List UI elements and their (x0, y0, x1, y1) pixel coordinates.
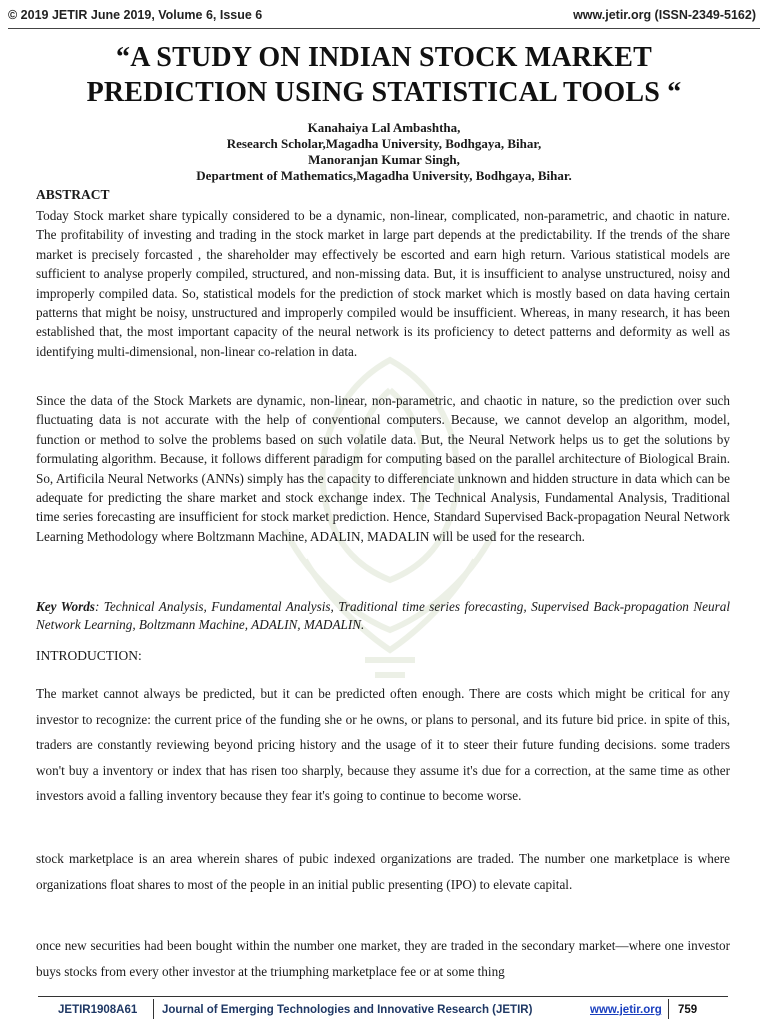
introduction-paragraph-1: The market cannot always be predicted, but it can be predicted often enough. There are costs which might be critical for any investor to recognize: the current price of the funding she or he owns, or plans to personal, and its future bid price. in spite of this, traders are constantly reviewing beyond pricing history and the usage of it to steer their future funding decisions. some traders won't buy a inventory or index that has risen too sharply, because they assume it's due for a correction, at the same time as other investors avoid a falling inventory because they fear it's going to continue to become worse. (36, 686, 730, 803)
keywords-label: Key Words (36, 599, 95, 614)
page-footer (38, 996, 728, 1021)
title-line-1: “A STUDY ON INDIAN STOCK MARKET (116, 42, 652, 73)
author-affiliation-1: Research Scholar,Magadha University, Bodhgaya, Bihar, (226, 136, 542, 151)
title-line-2: PREDICTION USING STATISTICAL TOOLS “ (86, 77, 682, 108)
introduction-paragraph-3: once new securities had been bought within the number one market, they are traded in the secondary market—where one investor buys stocks from every other investor at the triumphing marketplace fee or at some thing (36, 938, 730, 979)
abstract-paragraph-2: Since the data of the Stock Markets are dynamic, non-linear, non-parametric, and chaotic in nature, so the prediction over such fluctuating data is not accurate with the help of conventional computers. Because, we cannot develop an algorithm, model, function or method to solve the problems based on such volatile data. But, the Neural Network helps us to get the solutions by formulating algorithm. Because, it follows different paradigm for computing based on the parallel architecture of Biological Brain. So, Artificila Neural Networks (ANNs) simply has the capacity to differenciate unknown and hidden structure in data which can be adequate for predicting the share market and stock exchange index. The Technical Analysis, Fundamental Analysis, Traditional time series forecasting are insufficient for stock market prediction. Hence, Standard Supervised Back-propagation Neural Network Learning Methodology where Boltzmann Machine, ADALIN, MADALIN will be used for the research. (36, 393, 730, 544)
footer-journal-name: Journal of Emerging Technologies and Innovative Research (JETIR) (162, 1004, 533, 1016)
author-name-1: Kanahaiya Lal Ambashtha, (307, 120, 461, 135)
footer-divider (153, 999, 154, 1019)
introduction-paragraph-2: stock marketplace is an area wherein shares of pubic indexed organizations are traded. The number one marketplace is where organizations float shares to most of the people in an initial public presenting (IPO) to elevate capital. (36, 851, 730, 892)
introduction-heading: INTRODUCTION: (36, 648, 142, 663)
page-header (8, 6, 760, 29)
author-name-2: Manoranjan Kumar Singh, (308, 152, 460, 167)
footer-page-number: 759 (678, 1004, 698, 1016)
keywords-text: : Technical Analysis, Fundamental Analysis, Traditional time series forecasting, Supervised Back-propagation Neural Network Learning, Boltzmann Machine, ADALIN, MADALIN. (36, 599, 730, 632)
abstract-paragraph-1: Today Stock market share typically considered to be a dynamic, non-linear, complicated, non-parametric, and chaotic in nature. The profitability of investing and trading in the stock market in large part depends at the predictability. If the trends of the share market is precisely forcasted , the shareholder may effectively be escorted and earn high return. Various statistical models are sufficient to analyse properly compiled, structured, and non-missing data. But, it is insufficient to analyse unstructured, noisy and improperly compiled data. So, statistical models for the prediction of stock market which is mostly based on data having certain patterns that might be noisy, unstructured and improperly compiled would be insufficient. Whereas, in many research, it has been established that, the most important capacity of the neural network is its proficiency to detect patterns and deformity as well as identifying multi-dimensional, non-linear co-relation in data. (36, 208, 730, 359)
abstract-heading: ABSTRACT (36, 187, 110, 202)
author-affiliation-2: Department of Mathematics,Magadha University, Bodhgaya, Bihar. (196, 168, 572, 183)
footer-website-link[interactable]: www.jetir.org (590, 1004, 662, 1016)
keywords (36, 598, 730, 634)
paper-title (20, 40, 748, 110)
footer-divider (668, 999, 669, 1019)
footer-paper-id: JETIR1908A61 (58, 1004, 138, 1016)
header-citation: © 2019 JETIR June 2019, Volume 6, Issue 6 (8, 8, 263, 22)
header-website: www.jetir.org (ISSN-2349-5162) (573, 8, 756, 22)
author-block (20, 120, 748, 184)
